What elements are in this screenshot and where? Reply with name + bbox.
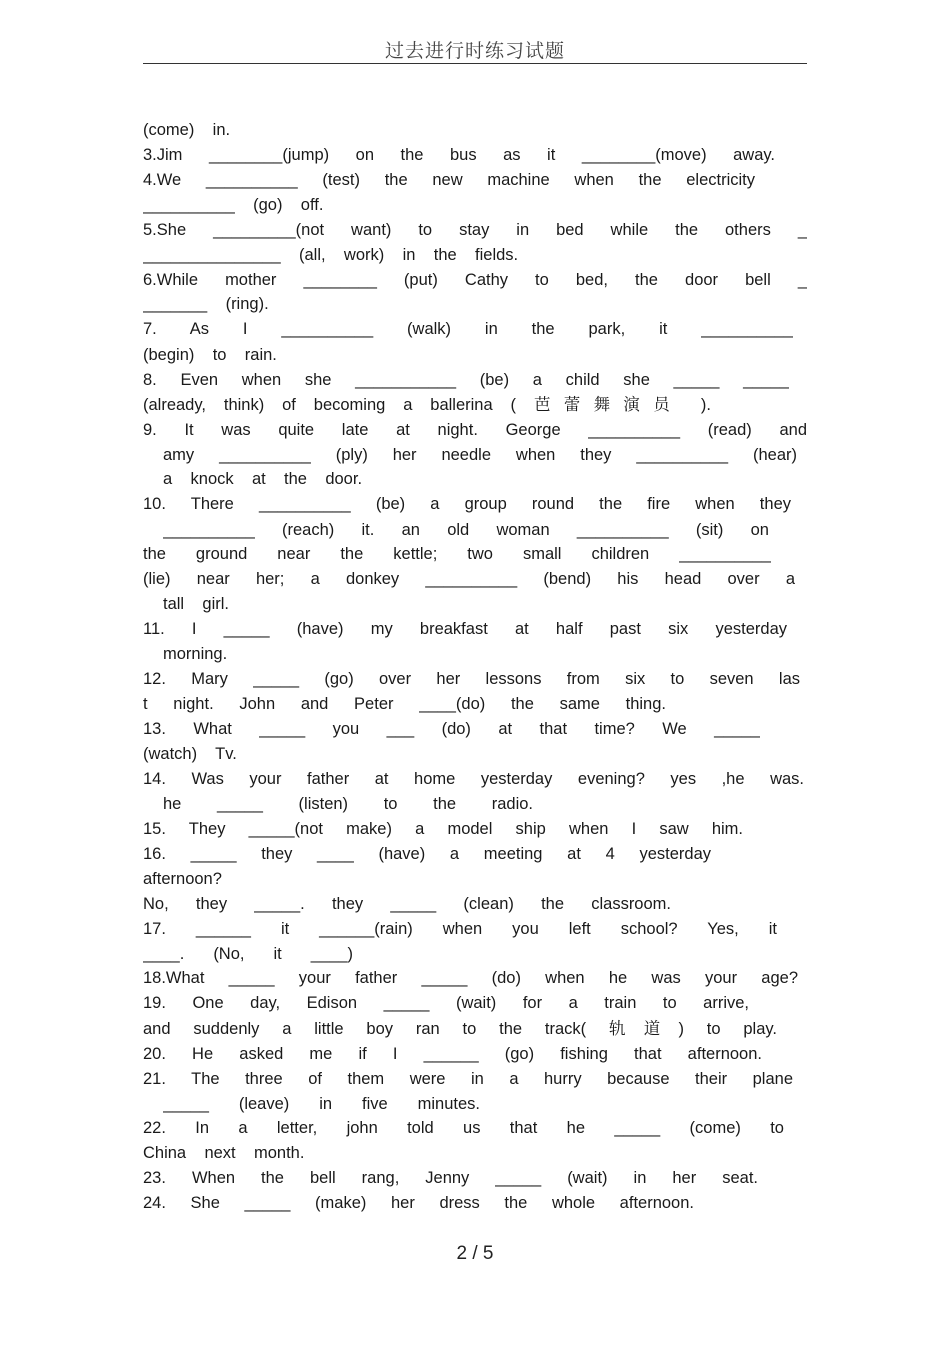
text-line: 22. In a letter, john told us that he _____ (come) to <box>143 1119 784 1137</box>
text-line: 24. She _____ (make) her dress the whole afternoon. <box>143 1194 694 1212</box>
text-line: 7. As I __________ (walk) in the park, it __________ <box>143 320 793 338</box>
text-line: 21. The three of them were in a hurry because their plane <box>143 1070 793 1088</box>
text-line: (watch) Tv. <box>143 745 237 763</box>
text-line: _____ (leave) in five minutes. <box>163 1095 480 1113</box>
text-line: 10. There __________ (be) a group round the fire when they <box>143 495 791 513</box>
text-line: 16. _____ they ____ (have) a meeting at 4 yesterday <box>143 845 711 863</box>
text-line: (begin) to rain. <box>143 346 277 364</box>
text-line: __________ (reach) it. an old woman __________ (sit) on <box>163 521 769 539</box>
text-line: morning. <box>163 645 228 663</box>
text-line: 14. Was your father at home yesterday evening? yes ,he was. <box>143 770 804 788</box>
text-line: t night. John and Peter ____(do) the same thing. <box>143 695 666 713</box>
page-number: 2 / 5 <box>456 1243 494 1264</box>
text-line: No, they _____. they _____ (clean) the classroom. <box>143 895 671 913</box>
text-line: 6.While mother ________ (put) Cathy to bed, the door bell _ <box>143 271 807 289</box>
text-line: 23. When the bell rang, Jenny _____ (wait) in her seat. <box>143 1169 758 1187</box>
text-line: a knock at the door. <box>163 470 363 488</box>
text-line: the ground near the kettle; two small children __________ <box>143 545 771 563</box>
text-line: he _____ (listen) to the radio. <box>163 795 533 813</box>
text-line: 11. I _____ (have) my breakfast at half past six yesterday <box>143 620 787 638</box>
text-line: 13. What _____ you ___ (do) at that time? We _____ <box>143 720 760 738</box>
text-line: __________ (go) off. <box>143 196 324 214</box>
text-line: 9. It was quite late at night. George __________ (read) and <box>143 421 807 439</box>
text-line: afternoon? <box>143 870 222 888</box>
text-line: 8. Even when she ___________ (be) a child she _____ _____ <box>143 371 789 389</box>
text-line: China next month. <box>143 1144 305 1162</box>
text-line: 5.She _________(not want) to stay in bed while the others _ <box>143 221 807 239</box>
text-line: 18.What _____ your father _____ (do) when he was your age? <box>143 969 798 987</box>
page-header-title: 过去进行时练习试题 <box>384 40 565 62</box>
text-line: amy __________ (ply) her needle when they __________ (hear) <box>163 446 797 464</box>
text-line: 19. One day, Edison _____ (wait) for a train to arrive, <box>143 994 749 1012</box>
text-line: 15. They _____(not make) a model ship when I saw him. <box>143 820 743 838</box>
text-line: tall girl. <box>163 595 230 613</box>
text-line: (come) in. <box>143 121 231 139</box>
text-line: _______________ (all, work) in the fields. <box>143 246 519 264</box>
text-line: 20. He asked me if I ______ (go) fishing that afternoon. <box>143 1045 762 1063</box>
text-line: 17. ______ it ______(rain) when you left school? Yes, it <box>143 920 777 938</box>
text-line: 4.We __________ (test) the new machine when the electricity <box>143 171 755 189</box>
text-line: (lie) near her; a donkey __________ (bend) his head over a <box>143 570 795 588</box>
text-line: 12. Mary _____ (go) over her lessons from six to seven las <box>143 670 800 688</box>
text-line: ____. (No, it ____) <box>143 945 353 963</box>
text-line: and suddenly a little boy ran to the track( 轨道) to play. <box>143 1020 777 1038</box>
text-line: _______ (ring). <box>143 295 269 313</box>
text-line: 3.Jim ________(jump) on the bus as it ________(move) away. <box>143 146 775 164</box>
text-line: (already, think) of becoming a ballerina ( 芭蕾舞演员 ). <box>143 396 711 414</box>
